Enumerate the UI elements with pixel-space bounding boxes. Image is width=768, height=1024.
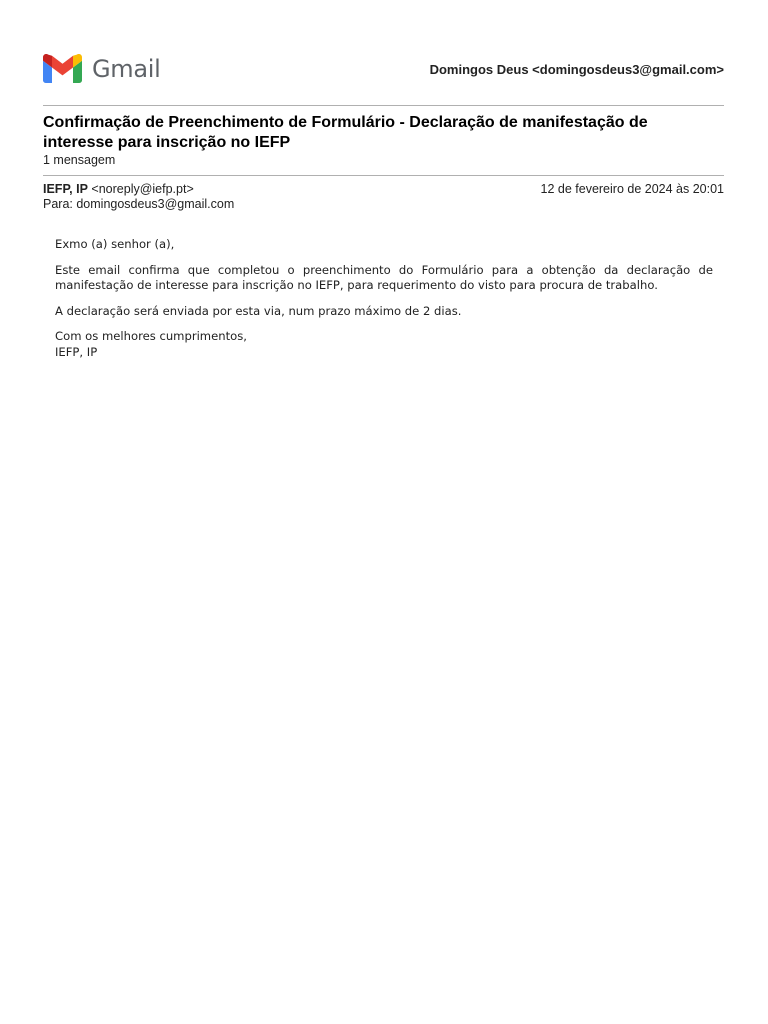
recipient-line: Para: domingosdeus3@gmail.com: [43, 196, 235, 211]
print-header: [43, 0, 724, 105]
header-divider: [43, 105, 724, 106]
gmail-logo: [43, 54, 161, 83]
thread-subject: Confirmação de Preenchimento de Formulário - Declaração de manifestação de interesse para inscrição no IEFP: [43, 114, 648, 151]
body-paragraph: A declaração será enviada por esta via, num prazo máximo de 2 dias.: [55, 303, 462, 318]
account-identity: Domingos Deus <domingosdeus3@gmail.com>: [429, 62, 724, 77]
sender-name: IEFP, IP: [43, 182, 88, 196]
message-date: 12 de fevereiro de 2024 às 20:01: [540, 182, 724, 196]
thread-divider: [43, 175, 724, 176]
body-signature: IEFP, IP: [55, 344, 98, 359]
message-header: [43, 182, 724, 211]
gmail-wordmark: Gmail: [92, 54, 161, 83]
body-closing: Com os melhores cumprimentos,: [55, 329, 247, 343]
message-body: [55, 237, 713, 360]
gmail-m-icon: [43, 54, 82, 83]
body-greeting: Exmo (a) senhor (a),: [55, 237, 175, 251]
message-count: 1 mensagem: [43, 153, 116, 167]
sender-email: <noreply@iefp.pt>: [91, 182, 194, 196]
body-paragraph: Este email confirma que completou o preenchimento do Formulário para a obtenção da declaração de manifestação de interesse para inscrição no IEFP, para requerimento do visto para procura de trabalho.: [55, 262, 713, 292]
email-print-page: [43, 0, 724, 370]
